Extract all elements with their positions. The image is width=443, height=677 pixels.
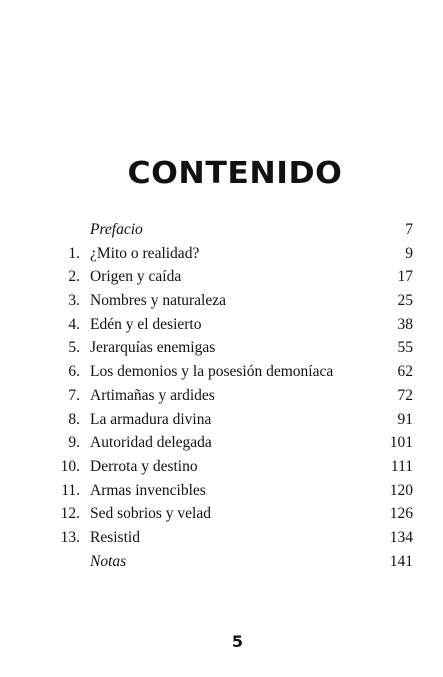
chapter-title: ¿Mito o realidad?: [90, 244, 200, 262]
chapter-title: Notas: [90, 552, 127, 570]
chapter-number: 5.: [68, 339, 80, 357]
chapter-title: Los demonios y la posesión demoníaca: [90, 363, 334, 381]
chapter-number: 6.: [68, 363, 80, 381]
page-number: 111: [390, 457, 413, 475]
chapter-title: Sed sobrios y velad: [90, 505, 211, 523]
page-number: 134: [389, 528, 413, 546]
toc-entry: [0, 502, 443, 526]
page-number: 9: [405, 244, 413, 262]
chapter-number: 8.: [68, 410, 80, 428]
toc-entry: [0, 526, 443, 550]
page-title: CONTENIDO: [127, 156, 343, 191]
toc-entry: [0, 336, 443, 360]
toc-entry: [0, 408, 443, 432]
toc-entry: [0, 265, 443, 289]
toc-entry: [0, 431, 443, 455]
toc-entry: [0, 360, 443, 384]
toc-entry: [0, 384, 443, 408]
chapter-title: Edén y el desierto: [90, 315, 202, 333]
chapter-number: 7.: [68, 386, 80, 404]
chapter-title: Prefacio: [90, 221, 143, 238]
chapter-number: 4.: [68, 315, 80, 333]
chapter-number: 2.: [68, 268, 80, 286]
table-of-contents: [0, 218, 443, 573]
chapter-title: Jerarquías enemigas: [90, 339, 216, 357]
chapter-title: Armas invencibles: [90, 481, 206, 499]
toc-entry: [0, 242, 443, 266]
toc-entry: [0, 455, 443, 479]
toc-entry: [0, 550, 443, 574]
page-number: 7: [405, 221, 413, 238]
chapter-number: 1.: [68, 244, 80, 262]
page-number: 72: [397, 386, 413, 404]
page-number: 62: [397, 363, 413, 381]
chapter-number: 10.: [60, 457, 80, 475]
toc-entry: [0, 313, 443, 337]
toc-entry: [0, 218, 443, 242]
toc-entry: [0, 479, 443, 503]
chapter-title: Autoridad delegada: [90, 434, 212, 452]
page-number: 126: [389, 505, 413, 523]
chapter-number: 11.: [61, 481, 80, 499]
page-number: 91: [397, 410, 413, 428]
chapter-title: La armadura divina: [90, 410, 212, 428]
page-number: 38: [397, 315, 413, 333]
chapter-title: Nombres y naturaleza: [90, 292, 226, 310]
chapter-title: Artimañas y ardides: [90, 386, 215, 404]
page-number: 55: [397, 339, 413, 357]
chapter-number: 12.: [60, 505, 80, 523]
page-number: 25: [397, 292, 413, 310]
chapter-number: 13.: [60, 528, 80, 546]
page-number: 141: [389, 552, 413, 570]
chapter-number: 9.: [68, 434, 80, 452]
chapter-number: 3.: [68, 292, 80, 310]
page-number: 17: [397, 268, 413, 286]
page-number: 101: [389, 434, 413, 452]
page-number: 120: [389, 481, 413, 499]
chapter-title: Derrota y destino: [90, 457, 198, 475]
chapter-title: Resistid: [90, 528, 140, 546]
chapter-title: Origen y caída: [90, 268, 182, 286]
folio-page-number: 5: [231, 632, 244, 651]
toc-entry: [0, 289, 443, 313]
